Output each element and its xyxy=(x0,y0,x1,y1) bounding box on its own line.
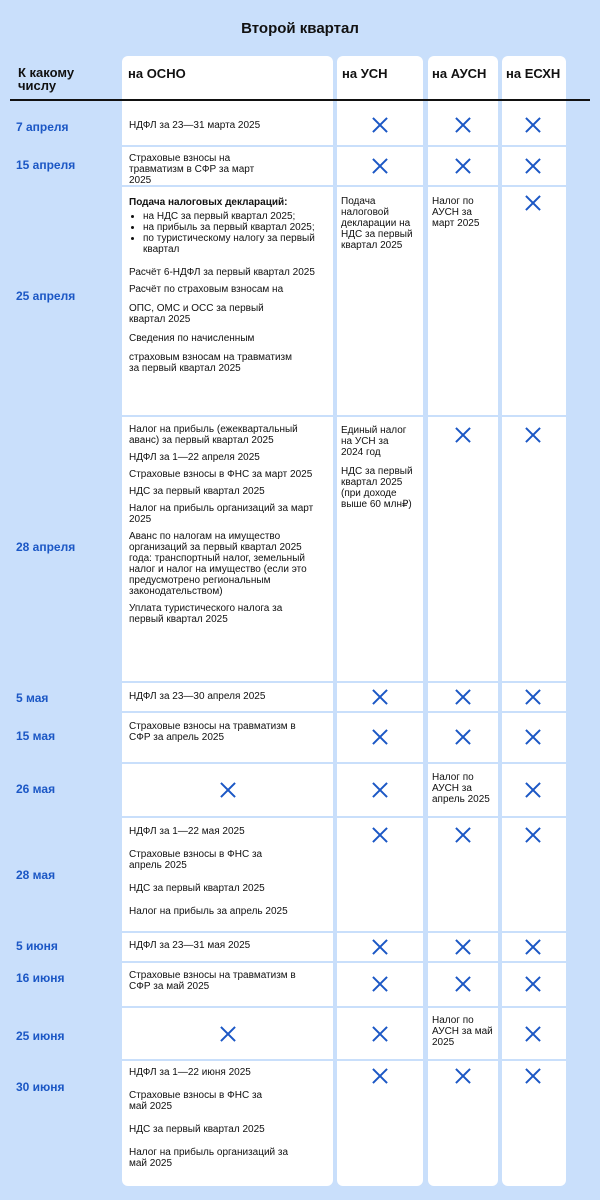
row-date: 25 июня xyxy=(16,1029,65,1043)
osno-cell: НДФЛ за 23—31 марта 2025 xyxy=(129,120,261,131)
cross-icon xyxy=(455,939,471,955)
eshn-header: на ЕСХН xyxy=(506,66,561,81)
cross-icon xyxy=(525,782,541,798)
cross-icon xyxy=(455,158,471,174)
row-date: 30 июня xyxy=(16,1080,65,1094)
row-date: 25 апреля xyxy=(16,289,76,303)
cross-icon xyxy=(455,117,471,133)
cross-icon xyxy=(372,782,388,798)
osno-cell: НДФЛ за 23—30 апреля 2025 xyxy=(129,691,266,702)
cross-icon xyxy=(525,427,541,443)
row-date: 28 апреля xyxy=(16,540,76,554)
ausn-cell: Налог по АУСН за март 2025 xyxy=(432,196,480,229)
cross-icon xyxy=(372,1068,388,1084)
usn-header: на УСН xyxy=(342,66,388,81)
osno-cell: Налог на прибыль (ежеквартальный аванс) за первый квартал 2025 НДФЛ за 1—22 апреля 2025 Страховые взносы в ФНС за март 2025 НДС за первый квартал 2025 Налог на прибыль организаций за март 2025 Аванс по налогам на имущество организаций за первый квартал 2025 года: транспортный налог, земельный налог и налог на имущество (если это предусмотрено региональным законодательством) Уплата туристического налога за первый квартал 2025 xyxy=(129,424,314,625)
usn-cell: Подача налоговой декларации на НДС за первый квартал 2025 xyxy=(341,196,413,251)
row-date: 16 июня xyxy=(16,971,65,985)
cross-icon xyxy=(372,827,388,843)
usn-cell: Единый налог на УСН за 2024 год НДС за первый квартал 2025 (при доходе выше 60 млн₽) xyxy=(341,425,413,510)
row-date: 28 мая xyxy=(16,868,56,882)
row-separator xyxy=(122,762,566,764)
osno-header: на ОСНО xyxy=(128,66,186,81)
cross-icon xyxy=(455,689,471,705)
cross-icon xyxy=(372,158,388,174)
cross-icon xyxy=(525,1026,541,1042)
cross-icon xyxy=(455,427,471,443)
cross-icon xyxy=(455,729,471,745)
row-date: 5 июня xyxy=(16,939,58,953)
row-date: 26 мая xyxy=(16,782,56,796)
osno-cell: НДФЛ за 1—22 июня 2025 Страховые взносы в ФНС за май 2025 НДС за первый квартал 2025 Налог на прибыль организаций за май 2025 xyxy=(129,1067,289,1169)
header-divider xyxy=(10,99,590,101)
cross-icon xyxy=(372,939,388,955)
ausn-header: на АУСН xyxy=(432,66,487,81)
ausn-cell: Налог по АУСН за апрель 2025 xyxy=(432,772,490,805)
ausn-cell: Налог по АУСН за май 2025 xyxy=(432,1015,493,1048)
cross-icon xyxy=(525,195,541,211)
cross-icon xyxy=(220,1026,236,1042)
row-date: 5 мая xyxy=(16,691,49,705)
row-date: 15 апреля xyxy=(16,158,76,172)
date-column-header: К какому числу xyxy=(18,65,75,93)
cross-icon xyxy=(372,689,388,705)
cross-icon xyxy=(455,827,471,843)
cross-icon xyxy=(525,689,541,705)
row-separator xyxy=(122,961,566,963)
cross-icon xyxy=(372,117,388,133)
row-separator xyxy=(122,931,566,933)
row-separator xyxy=(122,1006,566,1008)
row-separator xyxy=(122,711,566,713)
osno-cell: Страховые взносы на травматизм в СФР за май 2025 xyxy=(129,970,296,992)
row-separator xyxy=(122,681,566,683)
osno-cell: Подача налоговых деклараций: • на НДС за первый квартал 2025; • на прибыль за первый квартал 2025; • по туристическому налогу за первый квартал Расчёт 6-НДФЛ за первый квартал 2025 Расчёт по страховым взносам на ОПС, ОМС и ОСС за первый квартал 2025 Сведения по начисленным страховым взносам на травматизм за первый квартал 2025 xyxy=(129,197,325,374)
cross-icon xyxy=(525,158,541,174)
page-title: Второй квартал xyxy=(241,20,359,37)
row-separator xyxy=(122,1059,566,1061)
cross-icon xyxy=(525,939,541,955)
row-separator xyxy=(122,816,566,818)
row-date: 15 мая xyxy=(16,729,56,743)
cross-icon xyxy=(372,1026,388,1042)
row-separator xyxy=(122,415,566,417)
cross-icon xyxy=(372,729,388,745)
eshn-column xyxy=(502,56,566,1186)
osno-cell: НДФЛ за 1—22 мая 2025 Страховые взносы в ФНС за апрель 2025 НДС за первый квартал 2025 Налог на прибыль за апрель 2025 xyxy=(129,826,288,917)
cross-icon xyxy=(455,1068,471,1084)
osno-cell: Страховые взносы на травматизм в СФР за март 2025 xyxy=(129,153,255,186)
cross-icon xyxy=(372,976,388,992)
cross-icon xyxy=(525,729,541,745)
row-separator xyxy=(122,145,566,147)
cross-icon xyxy=(525,117,541,133)
cross-icon xyxy=(525,976,541,992)
cross-icon xyxy=(525,827,541,843)
cross-icon xyxy=(455,976,471,992)
osno-cell: НДФЛ за 23—31 мая 2025 xyxy=(129,940,251,951)
cross-icon xyxy=(220,782,236,798)
cross-icon xyxy=(525,1068,541,1084)
osno-cell: Страховые взносы на травматизм в СФР за апрель 2025 xyxy=(129,721,296,743)
row-date: 7 апреля xyxy=(16,120,69,134)
